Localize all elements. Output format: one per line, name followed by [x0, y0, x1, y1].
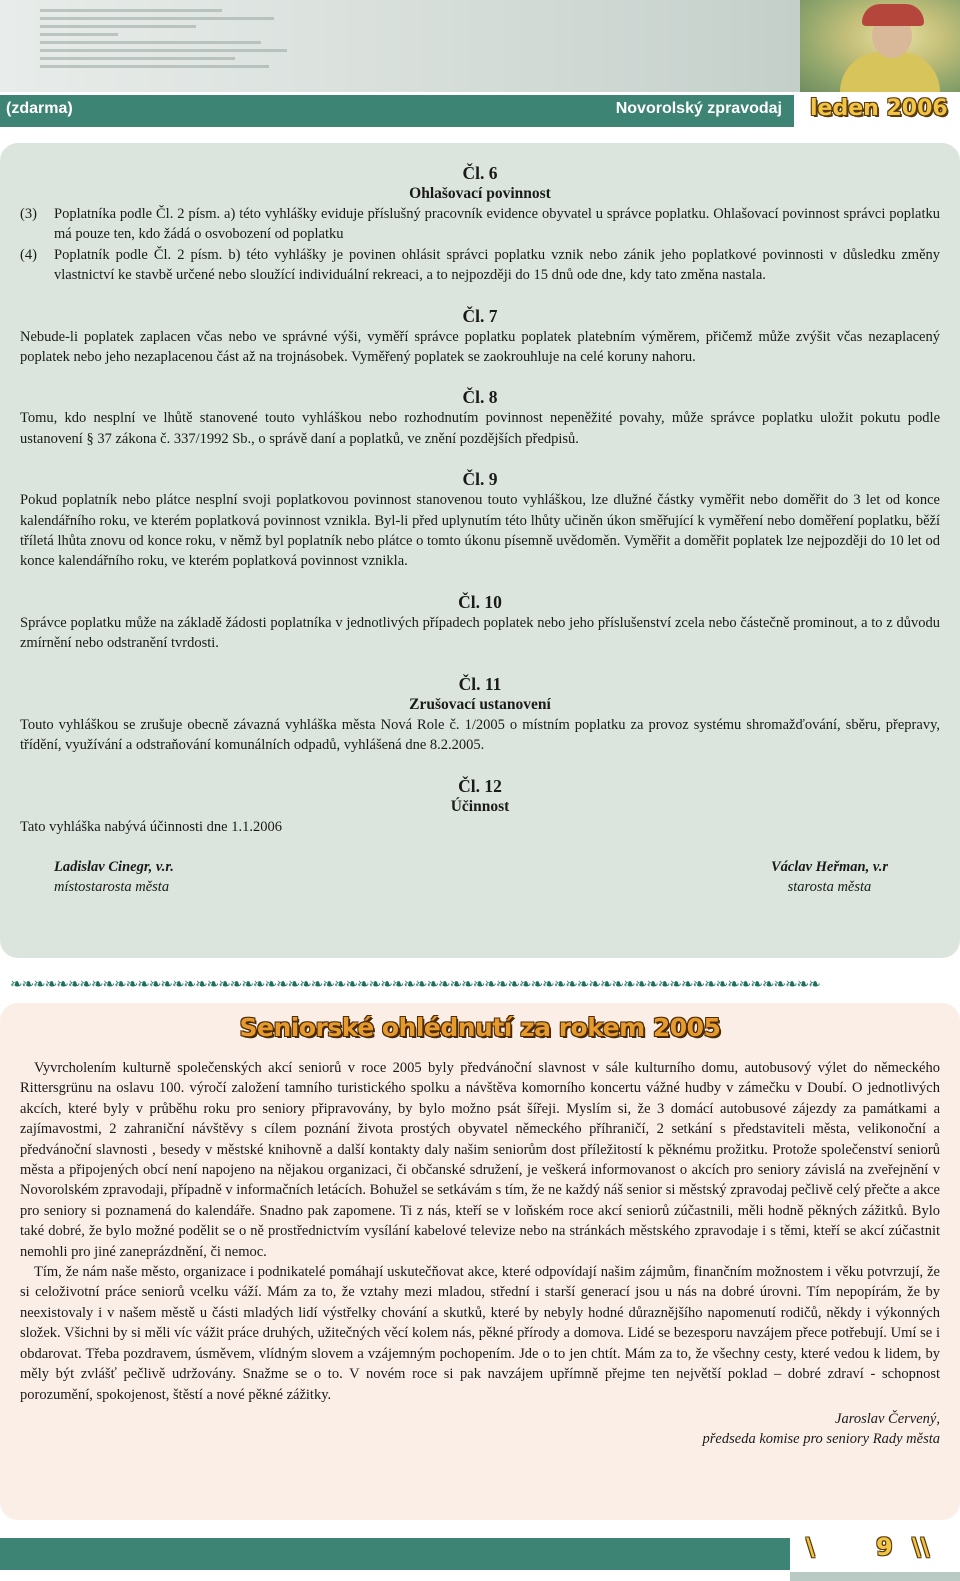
header-faded-text-graphic [40, 4, 300, 88]
article-10-text: Správce poplatku může na základě žádosti poplatníka v jednotlivých případech poplatek nebo jeho příslušenství zcela nebo částečně prominout, a to z důvodu zmírnění nebo odstranění tvrdosti. [20, 614, 940, 652]
article-6-title: Čl. 6 [462, 163, 498, 183]
page-mark-right: \\ [912, 1533, 930, 1561]
signature-deputy-mayor: Ladislav Cinegr, v.r. místostarosta města [54, 858, 174, 896]
newsletter-name: Novorolský zpravodaj [615, 100, 782, 117]
footer-band [0, 1538, 790, 1570]
author-name: Jaroslav Červený, [835, 1410, 940, 1427]
page-number-badge [800, 1531, 960, 1571]
article-12-text: Tato vyhláška nabývá účinnosti dne 1.1.2006 [20, 818, 282, 835]
article-8-title: Čl. 8 [462, 387, 498, 408]
seniors-article [0, 1003, 960, 1520]
article-7-text: Nebude-li poplatek zaplacen včas nebo ve správné výši, vyměří správce poplatku poplatek platebním výměrem, přičemž může zvýšit včas nezaplacený poplatek nebo jeho nezaplacenou část až na trojnásobek. Vyměřený poplatek se zaokrouhluje na celé koruny nahoru. [20, 328, 940, 366]
article-10-title: Čl. 10 [458, 591, 502, 612]
seniors-paragraph-1: Vyvrcholením kulturně společenských akcí seniorů v roce 2005 byly předvánoční slavnost v sále kulturního domu, autobusový výlet do německého Rittersgrünu na oslavu 100. výročí založení tamního turistického spolku a návštěva komorního koncertu vážné hudby v zámečku v Doubí. O jednotlivých akcích, které byly v průběhu roku pro seniory připravovány, by bylo možno psát šířeji. Myslím si, že 3 domácí autobusové zájezdy za památkami a zajímavostmi, 2 zahraniční návštěvy s cílem poznání života prostých obyvatel německého příhraničí, 2 setkání s představiteli města, velikonoční a předvánoční slavnosti , besedy v městské knihovně a další kontakty daly našim seniorům dost příležitostí k pěknému prožitku. Protože společenství seniorů města a připojených obcí není napojeno na nějakou organizaci, či občanské sdružení, je veškerá informovanost o akcích pro seniory závislá na zveřejnění v Novorolském zpravodaji, případně v informačních letácích. Bohužel se setkávám s tím, že ne každý náš senior si městský zpravodaj pečlivě celý přečte a akce pro seniory si poznamená do kalendáře. Snadno pak zapomene. Ti z nás, kteří se v loňském roce akcí seniorů zúčastnili, měli hodně pěkných zážitků. Bylo také dobré, že bylo možné podělit se o ně prostřednictvím vysílání kabelové televize nebo na stránkách městského zpravodaje i s těmi, kteří se akcí zúčastnit nemohli pro jiné zaneprázdnění, či nemoc. [20, 1060, 940, 1260]
article-11-text: Touto vyhláškou se zrušuje obecně závazná vyhláška města Nová Role č. 1/2005 o místním poplatku za provoz systému shromažďování, sběru, přepravy, třídění, využívání a odstraňování komunálních odpadů, vyhlášená dne 8.2.2005. [20, 716, 940, 754]
header-banner [0, 0, 960, 92]
price-label: (zdarma) [6, 100, 73, 117]
article-9-title: Čl. 9 [462, 469, 498, 490]
article-6-item-4: (4) Poplatník podle Čl. 2 písm. b) této vyhlášky je povinen ohlásit správci poplatku vznik nebo zánik jeho poplatkové povinnosti v důsledku změny vlastnictví ke stavbě určené nebo sloužící individuální rekreaci, a to nejpozději do 15 dnů ode dne, kdy tato změna nastala. [20, 246, 940, 284]
signatures [20, 857, 940, 903]
signature-mayor: Václav Heřman, v.r starosta města [770, 858, 888, 896]
author-role: předseda komise pro seniory Rady města [702, 1431, 940, 1448]
seniors-article-title: Seniorské ohlédnutí za rokem 2005 [239, 1013, 721, 1042]
header-photo [800, 0, 960, 92]
article-6-subtitle: Ohlašovací povinnost [409, 185, 551, 202]
seniors-paragraph-2: Tím, že nám naše město, organizace i podnikatelé pomáhají uskutečňovat akce, které odpovídají našim zájmům, finančním možnostem i věku potvrzují, že si celoživotní práce seniorů vcelku váží. Mám za to, že vztahy mezi mladou, střední i starší generací jsou u nás na dobré úrovni. Tím nepopírám, že by neexistovaly i v našem městě u části mladých lidí výstřelky chování a skutků, které by nebyly hodné důraznějšího napomenutí rodičů, někdy i výkonných složek. Všichni by si měli víc vážit práce druhých, užitečných věcí kolem nás, pěkné přírody a domova. Lidé se bezesporu navzájem přece potřebují. Umí se i obdarovat. Třeba pozdravem, úsměvem, vlídným slovem a vzájemným pochopením. Jde o to jen chtít. Mám za to, že všechny cesty, které vedou k lidem, by měly být zvlášť pečlivě udržovány. Snažme se o to. V novém roce si pak navzájem upřímně přejme ten největší poklad – dobré zdraví - schopnost porozumění, spokojenost, štěstí a nové pěkné zážitky. [20, 1264, 940, 1403]
article-11-subtitle: Zrušovací ustanovení [409, 695, 551, 713]
article-author [20, 1409, 940, 1450]
article-7-title: Čl. 7 [462, 305, 498, 326]
header-band [0, 95, 794, 127]
article-8-text: Tomu, kdo nesplní ve lhůtě stanovené touto vyhláškou nebo rozhodnutím povinnost nepeněžité povahy, může správce poplatku uložit pokutu podle ustanovení § 37 zákona č. 337/1992 Sb., o správě daní a poplatků, ve znění pozdějších předpisů. [20, 410, 940, 447]
article-9-text: Pokud poplatník nebo plátce nesplní svoji poplatkovou povinnost stanovenou touto vyhláškou, lze dlužné částky vyměřit nebo doměřit do 3 let od konce kalendářního roku, ve kterém poplatková povinnost vznikla. Byl-li před uplynutím této lhůty učiněn úkon směřující k vyměření nebo doměření poplatku, běží tříletá lhůta znovu od konce roku, v němž byl poplatník nebo plátce o tomto úkonu písemně uvědoměn. Vyměřit a doměřit poplatek lze nejpozději do 10 let od konce kalendářního roku, ve kterém poplatková povinnost vznikla. [20, 492, 940, 570]
issue-date: leden 2006 [810, 96, 948, 121]
footer-strip [790, 1572, 960, 1581]
article-11-title: Čl. 11 [458, 673, 502, 694]
ornament-divider: ❧❧❧❧❧❧❧❧❧❧❧❧❧❧❧❧❧❧❧❧❧❧❧❧❧❧❧❧❧❧❧❧❧❧❧❧❧❧❧❧❧❧❧❧❧❧❧❧❧❧❧❧❧❧❧❧❧❧❧❧❧❧❧❧❧❧❧❧❧❧ [10, 975, 820, 993]
page-mark-left: \ [806, 1533, 815, 1561]
article-6-item-3: (3) Poplatníka podle Čl. 2 písm. a) této vyhlášky eviduje příslušný pracovník evidence obyvatel u správce poplatku. Ohlašovací povinnost správci poplatku má pouze ten, kdo žádá o osvobození od poplatku [20, 206, 940, 243]
page-number: 9 [876, 1533, 893, 1561]
article-12-title: Čl. 12 [458, 775, 502, 796]
decree-panel [0, 143, 960, 958]
article-12-subtitle: Účinnost [450, 797, 510, 815]
